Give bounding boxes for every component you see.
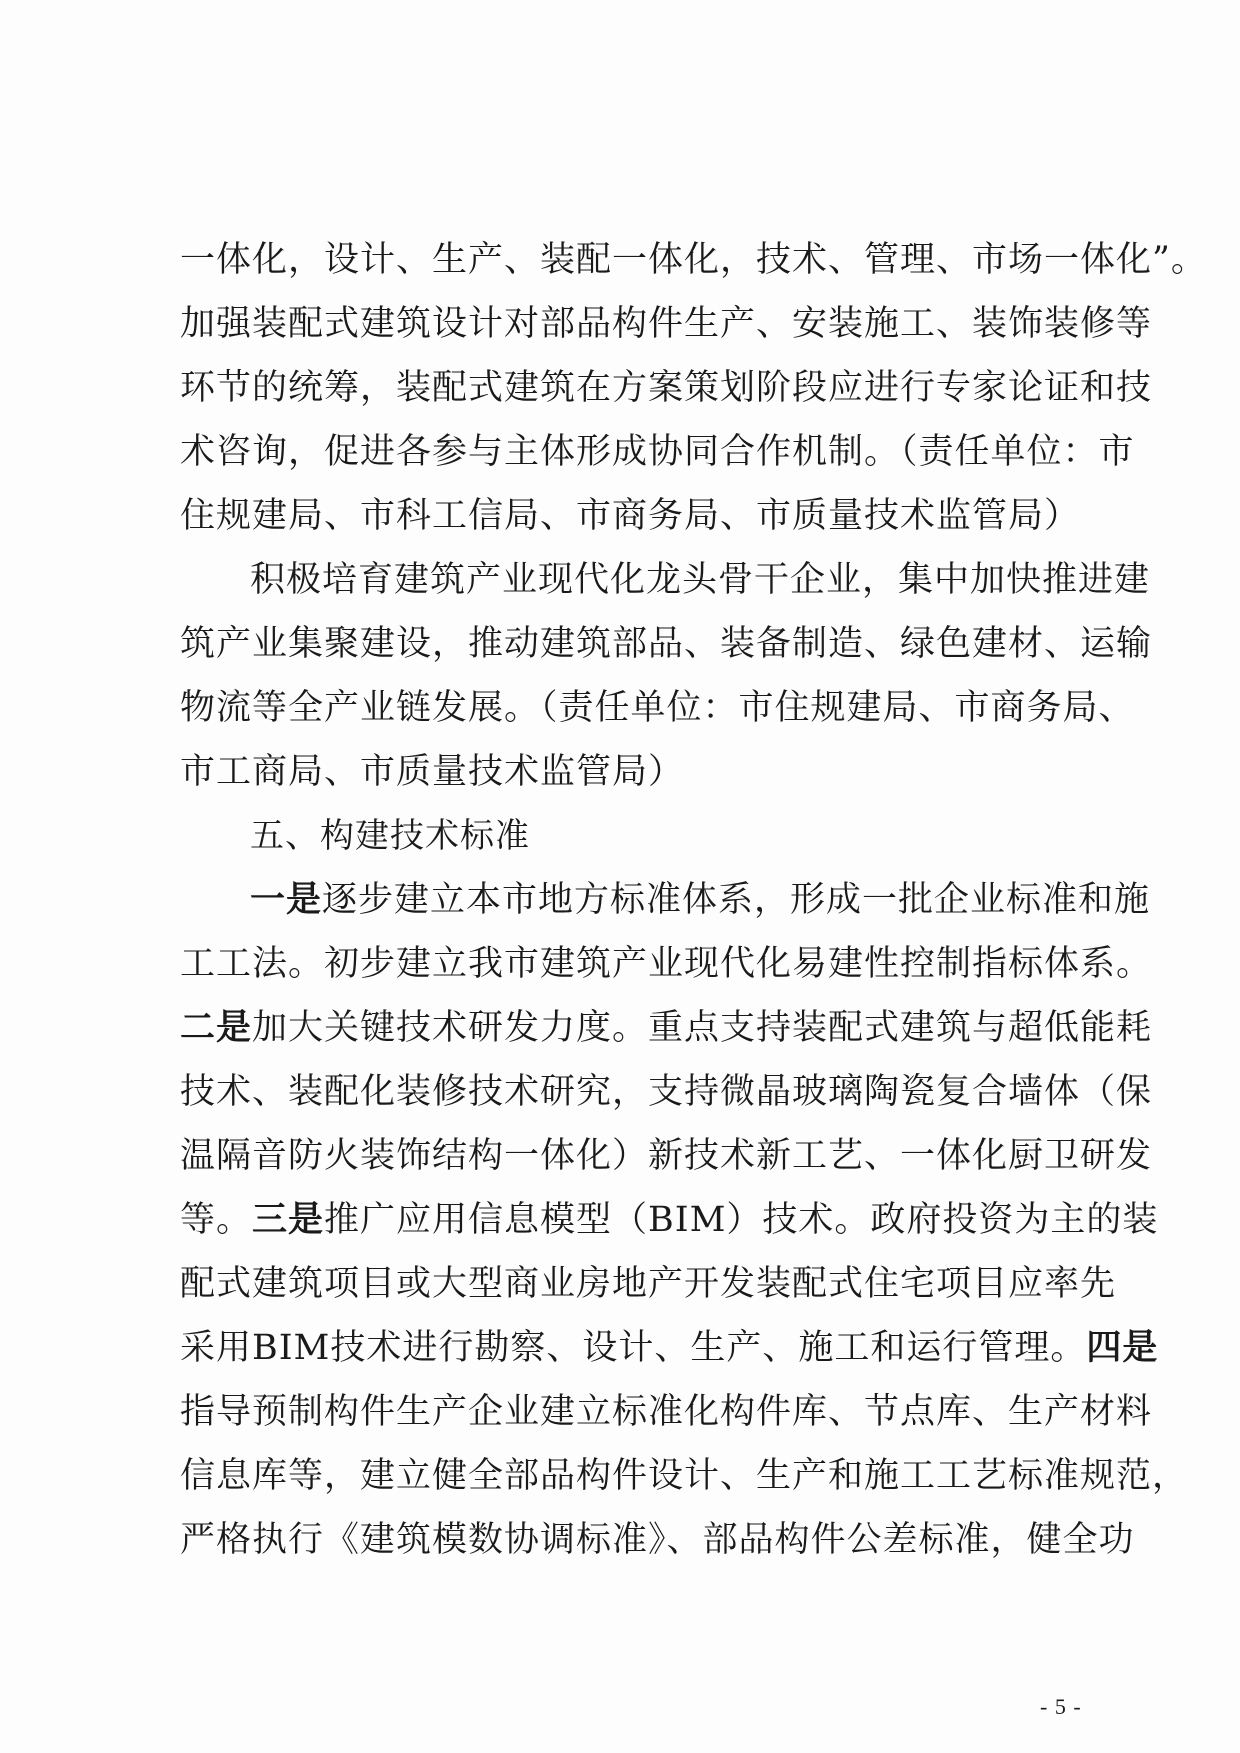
paragraph-line: 指导预制构件生产企业建立标准化构件库、节点库、生产材料 xyxy=(180,1392,1153,1432)
paragraph-line: 严格执行《建筑模数协调标准》、部品构件公差标准，健全功 xyxy=(180,1520,1135,1560)
paragraph-line: 环节的统筹，装配式建筑在方案策划阶段应进行专家论证和技 xyxy=(180,368,1153,408)
paragraph-line: 信息库等，建立健全部品构件设计、生产和施工工艺标准规范， xyxy=(180,1456,1189,1496)
paragraph-line: 加强装配式建筑设计对部品构件生产、安装施工、装饰装修等 xyxy=(180,304,1153,344)
paragraph-line: 物流等全产业链发展。（责任单位：市住规建局、市商务局、 xyxy=(180,688,1135,728)
bold-lead: 三是 xyxy=(252,1199,325,1240)
paragraph-line: 一体化，设计、生产、装配一体化，技术、管理、市场一体化”。 xyxy=(180,240,1207,280)
paragraph-line: 住规建局、市科工信局、市商务局、市质量技术监管局） xyxy=(180,496,1081,536)
paragraph-line: 工工法。初步建立我市建筑产业现代化易建性控制指标体系。 xyxy=(180,944,1153,984)
paragraph-line: 二是加大关键技术研发力度。重点支持装配式建筑与超低能耗 xyxy=(180,1007,1153,1048)
bold-lead: 二是 xyxy=(180,1007,253,1048)
document-body xyxy=(180,228,1207,1572)
paragraph-line: 温隔音防火装饰结构一体化）新技术新工艺、一体化厨卫研发 xyxy=(180,1136,1153,1176)
paragraph-line: 一是逐步建立本市地方标准体系，形成一批企业标准和施 xyxy=(250,879,1151,920)
paragraph-line: 积极培育建筑产业现代化龙头骨干企业，集中加快推进建 xyxy=(250,560,1151,600)
bold-lead: 四是 xyxy=(1086,1327,1159,1368)
paragraph-line: 配式建筑项目或大型商业房地产开发装配式住宅项目应率先 xyxy=(180,1264,1117,1304)
paragraph-line: 技术、装配化装修技术研究，支持微晶玻璃陶瓷复合墙体（保 xyxy=(180,1072,1153,1112)
paragraph-line: 采用BIM技术进行勘察、设计、生产、施工和运行管理。四是 xyxy=(180,1327,1159,1368)
paragraph-line: 术咨询，促进各参与主体形成协同合作机制。（责任单位：市 xyxy=(180,432,1135,472)
section-heading: 五、构建技术标准 xyxy=(250,816,530,856)
paragraph-line: 市工商局、市质量技术监管局） xyxy=(180,752,685,792)
paragraph-line: 筑产业集聚建设，推动建筑部品、装备制造、绿色建材、运输 xyxy=(180,624,1153,664)
paragraph-line: 等。三是推广应用信息模型（BIM）技术。政府投资为主的装 xyxy=(180,1199,1159,1240)
page-number: - 5 - xyxy=(1040,1694,1082,1719)
bold-lead: 一是 xyxy=(250,879,323,920)
